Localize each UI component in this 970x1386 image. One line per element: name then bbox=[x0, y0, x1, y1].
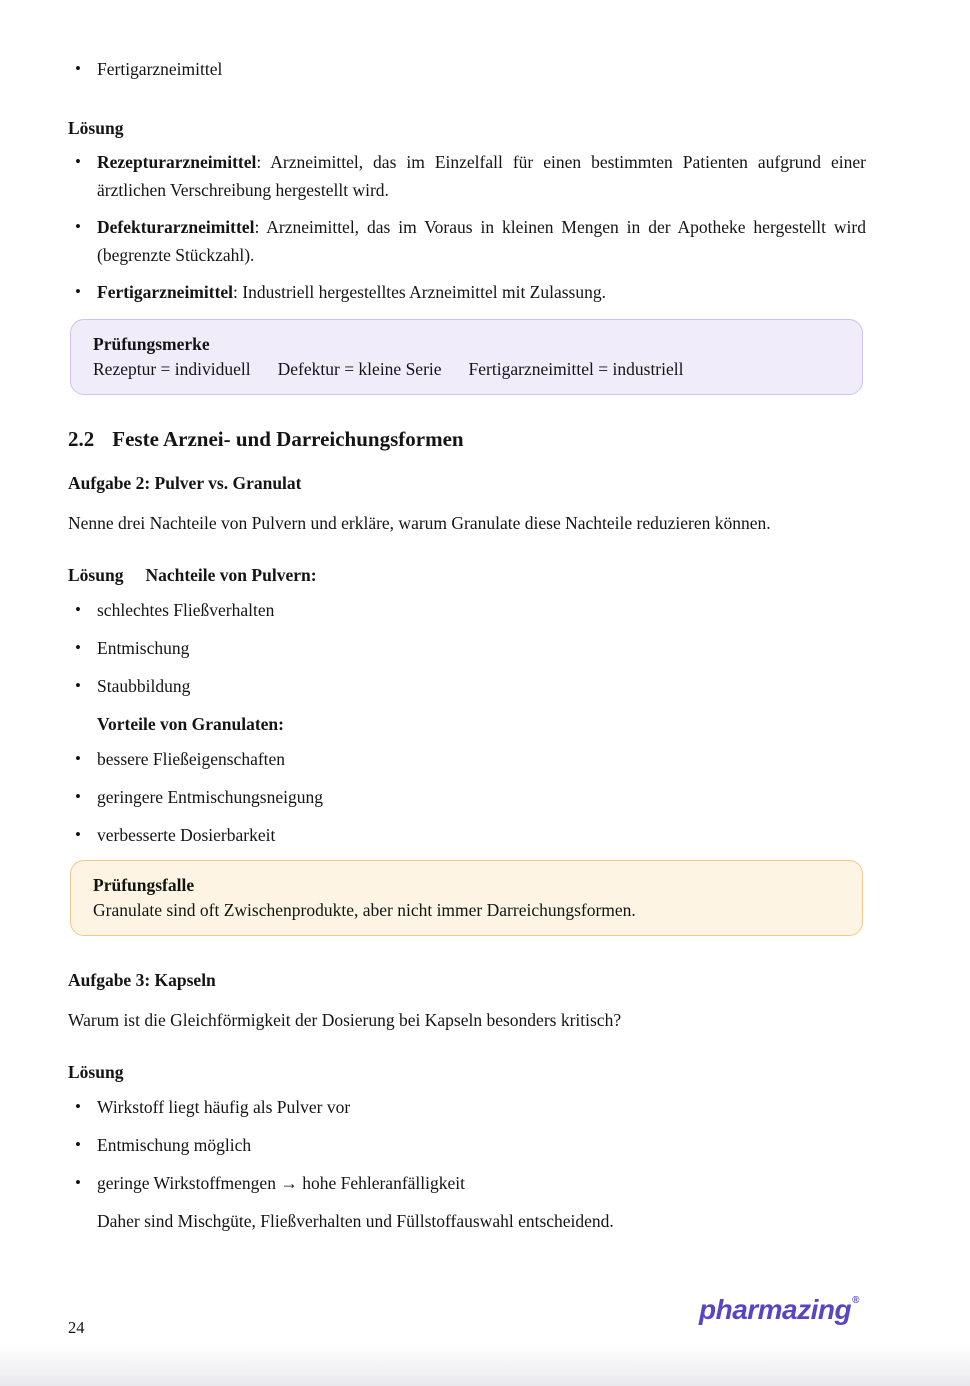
advantages-list bbox=[68, 745, 866, 849]
list-item: • geringere Entmischungsneigung bbox=[68, 783, 866, 811]
task3-solution-heading: Lösung bbox=[68, 1062, 124, 1082]
task2-question: Nenne drei Nachteile von Pulvern und erkläre, warum Granulate diese Nachteile reduzieren können. bbox=[68, 513, 771, 533]
merke-item: Defektur = kleine Serie bbox=[277, 359, 442, 379]
exam-note-title: Prüfungsmerke bbox=[93, 334, 210, 354]
list-item bbox=[68, 55, 866, 83]
list-item bbox=[68, 213, 866, 269]
definition-term: Fertigarzneimittel bbox=[97, 282, 234, 302]
section-title: Feste Arznei- und Darreichungsformen bbox=[112, 427, 464, 451]
advantages-heading: Vorteile von Granulaten: bbox=[97, 714, 284, 734]
list-item bbox=[68, 278, 866, 306]
carryover-list bbox=[68, 55, 866, 83]
registered-trademark-icon: ® bbox=[852, 1294, 859, 1306]
definition-text: : Arzneimittel, das im Einzelfall für einen bestimmten Patienten aufgrund einer ärztlichen Verschreibung hergestellt wird. bbox=[97, 152, 866, 200]
list-item: • Wirkstoff liegt häufig als Pulver vor bbox=[68, 1093, 866, 1121]
exam-pitfall-box bbox=[70, 860, 863, 936]
list-item: • Staubbildung bbox=[68, 672, 866, 700]
task3-list bbox=[68, 1093, 866, 1197]
task3-question: Warum ist die Gleichförmigkeit der Dosierung bei Kapseln besonders kritisch? bbox=[68, 1010, 622, 1030]
solution1-list bbox=[68, 148, 866, 306]
section-heading bbox=[68, 425, 866, 453]
list-item bbox=[68, 148, 866, 204]
list-item: • Entmischung möglich bbox=[68, 1131, 866, 1159]
disadvantages-heading: Nachteile von Pulvern: bbox=[145, 565, 317, 585]
page-number: 24 bbox=[68, 1318, 85, 1337]
brand-name: pharmazing bbox=[698, 1294, 852, 1325]
solution1-heading: Lösung bbox=[68, 118, 124, 138]
task2-solution-heading bbox=[68, 563, 866, 587]
disadvantages-list bbox=[68, 596, 866, 700]
section-number: 2.2 bbox=[68, 427, 95, 451]
carryover-bullet-text: Fertigarzneimittel bbox=[97, 59, 223, 79]
list-item: • schlechtes Fließverhalten bbox=[68, 596, 866, 624]
task2-heading: Aufgabe 2: Pulver vs. Granulat bbox=[68, 473, 302, 493]
merke-item: Fertigarzneimittel = industriell bbox=[468, 359, 684, 379]
exam-note-body bbox=[93, 359, 684, 379]
definition-term: Rezepturarzneimittel bbox=[97, 152, 257, 172]
exam-pitfall-title: Prüfungsfalle bbox=[93, 875, 195, 895]
solution-label: Lösung bbox=[68, 565, 124, 585]
brand-logo bbox=[699, 1294, 858, 1326]
list-item: • geringe Wirkstoffmengen → hohe Fehleranfälligkeit bbox=[68, 1169, 866, 1197]
definition-text: : Industriell hergestelltes Arzneimittel mit Zulassung. bbox=[233, 282, 606, 302]
page-bottom-shadow bbox=[0, 1344, 970, 1386]
list-item: • verbesserte Dosierbarkeit bbox=[68, 821, 866, 849]
definition-text: : Arzneimittel, das im Voraus in kleinen Mengen in der Apotheke hergestellt wird (begrenzte Stückzahl). bbox=[97, 217, 866, 265]
task3-conclusion: Daher sind Mischgüte, Fließverhalten und Füllstoffauswahl entscheidend. bbox=[97, 1211, 614, 1231]
definition-term: Defekturarzneimittel bbox=[97, 217, 255, 237]
list-item: • Entmischung bbox=[68, 634, 866, 662]
merke-item: Rezeptur = individuell bbox=[93, 359, 251, 379]
list-item: • bessere Fließeigenschaften bbox=[68, 745, 866, 773]
exam-pitfall-body: Granulate sind oft Zwischenprodukte, aber nicht immer Darreichungsformen. bbox=[93, 900, 636, 920]
exam-note-box bbox=[70, 319, 863, 395]
task3-heading: Aufgabe 3: Kapseln bbox=[68, 970, 216, 990]
page-content bbox=[68, 0, 866, 1235]
